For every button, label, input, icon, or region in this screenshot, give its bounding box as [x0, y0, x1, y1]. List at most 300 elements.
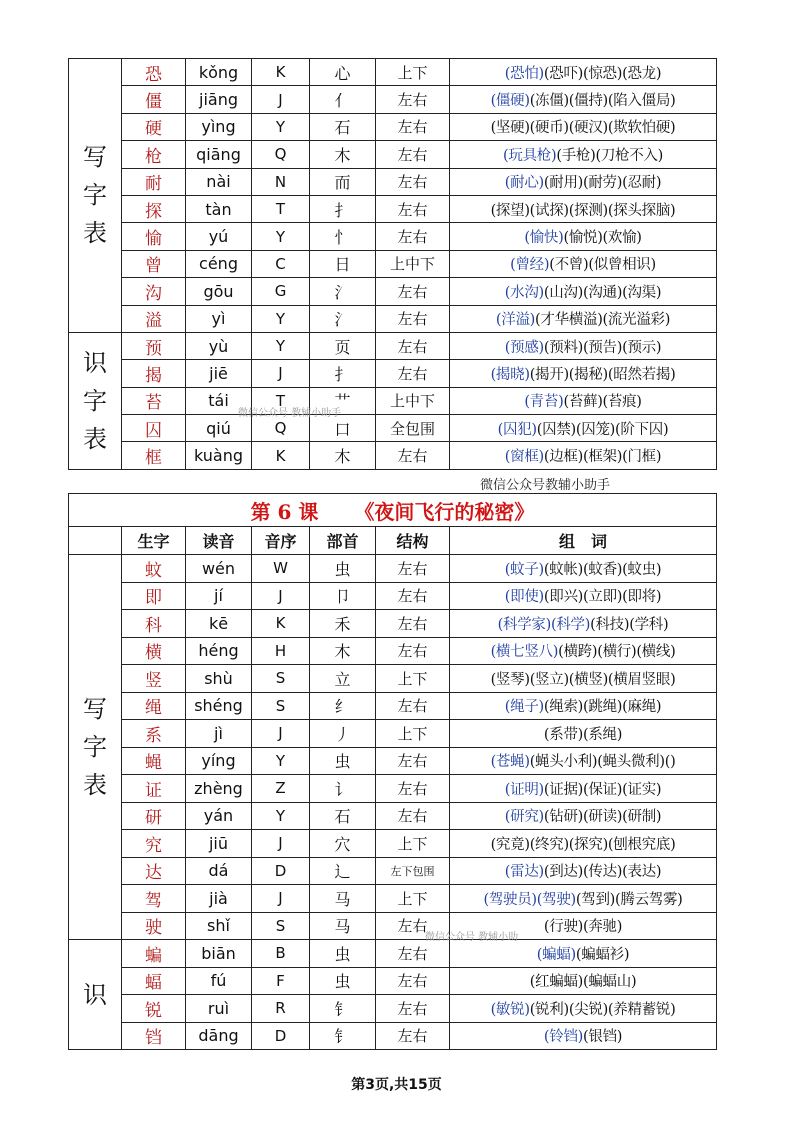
pinyin-cell: kuàng [186, 442, 252, 469]
words-cell [450, 747, 717, 775]
word-group: (愉快) [524, 230, 564, 247]
structure-cell: 左右 [376, 223, 450, 250]
index-cell: T [252, 195, 310, 222]
words-cell [450, 830, 717, 858]
char-cell: 蝙 [122, 940, 186, 968]
char-cell: 框 [122, 442, 186, 469]
index-cell: Y [252, 332, 310, 359]
word-group: (坚硬)(硬币)(硬汉)(欺软怕硬) [490, 120, 676, 137]
pinyin-cell: yì [186, 305, 252, 332]
radical-cell: 扌 [310, 360, 376, 387]
lesson-title [69, 494, 717, 527]
words-cell [450, 637, 717, 665]
radical-cell: 艹 [310, 387, 376, 414]
words-cell [450, 582, 717, 610]
word-group: (行驶)(奔驰) [543, 919, 623, 936]
char-cell: 沟 [122, 278, 186, 305]
structure-cell: 左右 [376, 195, 450, 222]
words-cell [450, 278, 717, 305]
char-cell: 枪 [122, 141, 186, 168]
radical-cell: 钅 [310, 995, 376, 1023]
char-cell: 苔 [122, 387, 186, 414]
pinyin-cell: dá [186, 857, 252, 885]
radical-cell: 虫 [310, 967, 376, 995]
word-group: (红蝙蝠)(蝙蝠山) [529, 974, 637, 991]
char-cell: 锐 [122, 995, 186, 1023]
index-cell: S [252, 692, 310, 720]
structure-cell: 上下 [376, 59, 450, 86]
page-footer: 第3页,共15页 [351, 1077, 442, 1093]
index-cell: F [252, 967, 310, 995]
table-row [69, 665, 717, 693]
radical-cell: 石 [310, 802, 376, 830]
index-cell: K [252, 59, 310, 86]
words-cell [450, 775, 717, 803]
word-group: (恐吓)(惊恐)(恐龙) [543, 65, 662, 82]
index-cell: Y [252, 802, 310, 830]
structure-cell: 左下包围 [376, 857, 450, 885]
char-cell: 溢 [122, 305, 186, 332]
radical-cell: 辶 [310, 857, 376, 885]
words-cell [450, 360, 717, 387]
radical-cell: 而 [310, 168, 376, 195]
words-cell [450, 1022, 717, 1050]
header-char: 生字 [122, 527, 186, 555]
table-row [69, 747, 717, 775]
pinyin-cell: jiāng [186, 86, 252, 113]
pinyin-cell: nài [186, 168, 252, 195]
char-cell: 横 [122, 637, 186, 665]
word-group: (雷达) [504, 864, 544, 881]
char-cell: 耐 [122, 168, 186, 195]
structure-cell: 左右 [376, 775, 450, 803]
words-cell [450, 940, 717, 968]
table-row [69, 278, 717, 305]
table-row [69, 940, 717, 968]
char-cell: 究 [122, 830, 186, 858]
word-group: (恐怕) [504, 65, 544, 82]
pinyin-cell: kǒng [186, 59, 252, 86]
radical-cell: 丿 [310, 720, 376, 748]
words-cell [450, 59, 717, 86]
radical-cell: 穴 [310, 830, 376, 858]
words-cell [450, 86, 717, 113]
pinyin-cell: zhèng [186, 775, 252, 803]
header-words: 组 词 [450, 527, 717, 555]
index-cell: Y [252, 747, 310, 775]
pinyin-cell: jiē [186, 360, 252, 387]
word-group: (竖琴)(竖立)(横竖)(横眉竖眼) [490, 671, 676, 688]
index-cell: D [252, 1022, 310, 1050]
structure-cell: 左右 [376, 141, 450, 168]
char-cell: 科 [122, 610, 186, 638]
index-cell: Q [252, 141, 310, 168]
index-cell: S [252, 912, 310, 940]
table-row [69, 555, 717, 583]
pinyin-cell: biān [186, 940, 252, 968]
words-cell [450, 802, 717, 830]
word-group: (证明) [504, 781, 544, 798]
char-cell: 蚊 [122, 555, 186, 583]
pinyin-cell: yíng [186, 747, 252, 775]
index-cell: Y [252, 305, 310, 332]
credit-text: 微信公众号教辅小助手 [480, 478, 611, 493]
word-group: (驾驶员)(驾驶) [483, 891, 576, 908]
index-cell: K [252, 610, 310, 638]
structure-cell: 左右 [376, 86, 450, 113]
radical-cell: 木 [310, 442, 376, 469]
word-group: (系带)(系绳) [543, 726, 623, 743]
table-row [69, 387, 717, 414]
words-cell [450, 113, 717, 140]
structure-cell: 左右 [376, 692, 450, 720]
pinyin-cell: kē [186, 610, 252, 638]
word-group: (银铛) [583, 1029, 623, 1046]
table-row [69, 360, 717, 387]
watermark: 微信公众号 教辅小助 [425, 932, 519, 943]
table-row [69, 720, 717, 748]
word-group: (科技)(学科) [590, 616, 669, 633]
char-cell: 囚 [122, 415, 186, 442]
index-cell: Z [252, 775, 310, 803]
index-cell: H [252, 637, 310, 665]
structure-cell: 上中下 [376, 387, 450, 414]
structure-cell: 上下 [376, 665, 450, 693]
word-group: (水沟) [504, 284, 544, 301]
radical-cell: 氵 [310, 278, 376, 305]
table-row [69, 195, 717, 222]
radical-cell: 日 [310, 250, 376, 277]
structure-cell: 左右 [376, 582, 450, 610]
table-row [69, 912, 717, 940]
structure-cell: 左右 [376, 637, 450, 665]
index-cell: J [252, 830, 310, 858]
words-cell [450, 250, 717, 277]
word-group: (蝙蝠) [536, 946, 576, 963]
char-cell: 研 [122, 802, 186, 830]
char-cell: 竖 [122, 665, 186, 693]
structure-cell: 左右 [376, 360, 450, 387]
word-group: (预感) [504, 339, 544, 356]
section-label: 写 字 表 [69, 59, 122, 333]
radical-cell: 纟 [310, 692, 376, 720]
char-cell: 系 [122, 720, 186, 748]
section-label: 识 [69, 940, 122, 1050]
pinyin-cell: jí [186, 582, 252, 610]
word-group: (蝇头小利)(蝇头微利)() [529, 754, 676, 771]
structure-cell: 左右 [376, 305, 450, 332]
table-row [69, 995, 717, 1023]
word-group: (洋溢) [495, 312, 536, 329]
radical-cell: 木 [310, 141, 376, 168]
pinyin-cell: tái [186, 387, 252, 414]
structure-cell: 左右 [376, 940, 450, 968]
header-row [69, 527, 717, 555]
word-group: (蚊子) [504, 561, 544, 578]
structure-cell: 上下 [376, 885, 450, 913]
index-cell: Q [252, 415, 310, 442]
pinyin-cell: jì [186, 720, 252, 748]
words-cell [450, 720, 717, 748]
radical-cell: 马 [310, 912, 376, 940]
pinyin-cell: qiú [186, 415, 252, 442]
radical-cell: 虫 [310, 940, 376, 968]
char-cell: 恐 [122, 59, 186, 86]
table-row [69, 1022, 717, 1050]
structure-cell: 左右 [376, 967, 450, 995]
table-row [69, 857, 717, 885]
structure-cell: 左右 [376, 555, 450, 583]
table-row [69, 113, 717, 140]
words-cell [450, 168, 717, 195]
word-group: (山沟)(沟通)(沟渠) [543, 284, 662, 301]
word-group: (证据)(保证)(证实) [543, 781, 662, 798]
pinyin-cell: dāng [186, 1022, 252, 1050]
word-group: (冻僵)(僵持)(陷入僵局) [529, 93, 676, 110]
table-row [69, 223, 717, 250]
radical-cell: 卩 [310, 582, 376, 610]
radical-cell: 讠 [310, 775, 376, 803]
structure-cell: 左右 [376, 912, 450, 940]
word-group: (青苔) [524, 394, 564, 411]
structure-cell: 左右 [376, 995, 450, 1023]
words-cell [450, 692, 717, 720]
character-table-lesson-5 [68, 58, 717, 470]
table-row [69, 637, 717, 665]
word-group: (曾经) [510, 257, 550, 274]
char-cell: 预 [122, 332, 186, 359]
words-cell [450, 995, 717, 1023]
word-group: (手枪)(刀枪不入) [556, 147, 663, 164]
words-cell [450, 857, 717, 885]
pinyin-cell: yán [186, 802, 252, 830]
words-cell [450, 195, 717, 222]
word-group: (愉悦)(欢愉) [563, 230, 642, 247]
table-row [69, 305, 717, 332]
index-cell: Y [252, 223, 310, 250]
table-row [69, 442, 717, 469]
header-pinyin: 读音 [186, 527, 252, 555]
radical-cell: 禾 [310, 610, 376, 638]
word-group: (耐用)(耐劳)(忍耐) [543, 175, 662, 192]
word-group: (囚禁)(囚笼)(阶下囚) [536, 421, 669, 438]
word-group: (囚犯) [497, 421, 537, 438]
word-group: (研究) [504, 809, 544, 826]
pinyin-cell: céng [186, 250, 252, 277]
radical-cell: 页 [310, 332, 376, 359]
table-row [69, 250, 717, 277]
radical-cell: 扌 [310, 195, 376, 222]
structure-cell: 左右 [376, 278, 450, 305]
word-group: (蚊帐)(蚊香)(蚊虫) [543, 561, 662, 578]
word-group: (到达)(传达)(表达) [543, 864, 662, 881]
char-cell: 驶 [122, 912, 186, 940]
structure-cell: 左右 [376, 610, 450, 638]
radical-cell: 木 [310, 637, 376, 665]
pinyin-cell: yìng [186, 113, 252, 140]
radical-cell: 亻 [310, 86, 376, 113]
char-cell: 即 [122, 582, 186, 610]
index-cell: C [252, 250, 310, 277]
char-cell: 绳 [122, 692, 186, 720]
lesson-title-row [69, 494, 717, 527]
lesson-number: 第 6 课 [250, 499, 319, 524]
words-cell [450, 610, 717, 638]
header-blank [69, 527, 122, 555]
word-group: (蝙蝠衫) [575, 946, 630, 963]
table-row [69, 610, 717, 638]
words-cell [450, 415, 717, 442]
pinyin-cell: fú [186, 967, 252, 995]
pinyin-cell: shǐ [186, 912, 252, 940]
index-cell: J [252, 720, 310, 748]
word-group: (钻研)(研读)(研制) [543, 809, 662, 826]
char-cell: 探 [122, 195, 186, 222]
words-cell [450, 967, 717, 995]
words-cell [450, 387, 717, 414]
header-index: 音序 [252, 527, 310, 555]
words-cell [450, 555, 717, 583]
char-cell: 硬 [122, 113, 186, 140]
header-structure: 结构 [376, 527, 450, 555]
word-group: (揭晓) [490, 366, 530, 383]
lesson-name: 《夜间飞行的秘密》 [354, 499, 535, 524]
word-group: (玩具枪) [503, 147, 557, 164]
word-group: (绳索)(跳绳)(麻绳) [543, 699, 662, 716]
word-group: (绳子) [504, 699, 544, 716]
pinyin-cell: jiū [186, 830, 252, 858]
words-cell [450, 141, 717, 168]
pinyin-cell: yú [186, 223, 252, 250]
table-row [69, 86, 717, 113]
table-row [69, 582, 717, 610]
word-group: (铃铛) [543, 1029, 584, 1046]
structure-cell: 左右 [376, 442, 450, 469]
index-cell: W [252, 555, 310, 583]
char-cell: 蝠 [122, 967, 186, 995]
char-cell: 蝇 [122, 747, 186, 775]
pinyin-cell: shù [186, 665, 252, 693]
word-group: (探望)(试探)(探测)(探头探脑) [490, 202, 676, 219]
radical-cell: 马 [310, 885, 376, 913]
table-row [69, 830, 717, 858]
char-cell: 铛 [122, 1022, 186, 1050]
pinyin-cell: gōu [186, 278, 252, 305]
pinyin-cell: ruì [186, 995, 252, 1023]
word-group: (苔藓)(苔痕) [563, 394, 642, 411]
words-cell [450, 442, 717, 469]
char-cell: 证 [122, 775, 186, 803]
word-group: (窗框) [504, 449, 544, 466]
char-cell: 曾 [122, 250, 186, 277]
word-group: (即使) [504, 589, 544, 606]
word-group: (科学家)(科学) [497, 616, 591, 633]
pinyin-cell: qiāng [186, 141, 252, 168]
structure-cell: 全包围 [376, 415, 450, 442]
pinyin-cell: héng [186, 637, 252, 665]
index-cell: S [252, 665, 310, 693]
char-cell: 僵 [122, 86, 186, 113]
watermark: 微信公众号 教辅小助手 [238, 408, 342, 419]
words-cell [450, 332, 717, 359]
pinyin-cell: yù [186, 332, 252, 359]
pinyin-cell: jià [186, 885, 252, 913]
table-row [69, 168, 717, 195]
structure-cell: 上下 [376, 720, 450, 748]
words-cell [450, 223, 717, 250]
table-row [69, 802, 717, 830]
table-row [69, 775, 717, 803]
radical-cell: 虫 [310, 555, 376, 583]
word-group: (驾到)(腾云驾雾) [575, 891, 683, 908]
table-row [69, 692, 717, 720]
structure-cell: 左右 [376, 332, 450, 359]
word-group: (才华横溢)(流光溢彩) [535, 312, 671, 329]
word-group: (边框)(框架)(门框) [543, 449, 662, 466]
table-row [69, 967, 717, 995]
table-row [69, 885, 717, 913]
radical-cell: 口 [310, 415, 376, 442]
index-cell: B [252, 940, 310, 968]
radical-cell: 忄 [310, 223, 376, 250]
radical-cell: 立 [310, 665, 376, 693]
index-cell: J [252, 885, 310, 913]
word-group: (横七竖八) [490, 644, 559, 661]
radical-cell: 心 [310, 59, 376, 86]
word-group: (锐利)(尖锐)(养精蓄锐) [529, 1001, 676, 1018]
words-cell [450, 305, 717, 332]
index-cell: K [252, 442, 310, 469]
index-cell: J [252, 582, 310, 610]
radical-cell: 钅 [310, 1022, 376, 1050]
char-cell: 揭 [122, 360, 186, 387]
character-table-lesson-6 [68, 493, 717, 1050]
index-cell: Y [252, 113, 310, 140]
char-cell: 驾 [122, 885, 186, 913]
word-group: (揭开)(揭秘)(昭然若揭) [529, 366, 676, 383]
structure-cell: 左右 [376, 747, 450, 775]
structure-cell: 上下 [376, 830, 450, 858]
word-group: (究竟)(终究)(探究)(刨根究底) [490, 836, 676, 853]
radical-cell: 石 [310, 113, 376, 140]
word-group: (敏锐) [490, 1001, 530, 1018]
index-cell: R [252, 995, 310, 1023]
word-group: (苍蝇) [490, 754, 530, 771]
word-group: (僵硬) [490, 93, 530, 110]
section-label: 写 字 表 [69, 555, 122, 940]
index-cell: D [252, 857, 310, 885]
word-group: (即兴)(立即)(即将) [543, 589, 662, 606]
word-group: (不曾)(似曾相识) [549, 257, 656, 274]
pinyin-cell: tàn [186, 195, 252, 222]
section-label: 识 字 表 [69, 332, 122, 469]
structure-cell: 左右 [376, 1022, 450, 1050]
pinyin-cell: wén [186, 555, 252, 583]
radical-cell: 虫 [310, 747, 376, 775]
index-cell: N [252, 168, 310, 195]
index-cell: T [252, 387, 310, 414]
pinyin-cell: shéng [186, 692, 252, 720]
word-group: (耐心) [504, 175, 544, 192]
char-cell: 达 [122, 857, 186, 885]
word-group: (预料)(预告)(预示) [543, 339, 662, 356]
structure-cell: 左右 [376, 802, 450, 830]
radical-cell: 氵 [310, 305, 376, 332]
index-cell: J [252, 86, 310, 113]
structure-cell: 上中下 [376, 250, 450, 277]
table-row [69, 59, 717, 86]
index-cell: J [252, 360, 310, 387]
